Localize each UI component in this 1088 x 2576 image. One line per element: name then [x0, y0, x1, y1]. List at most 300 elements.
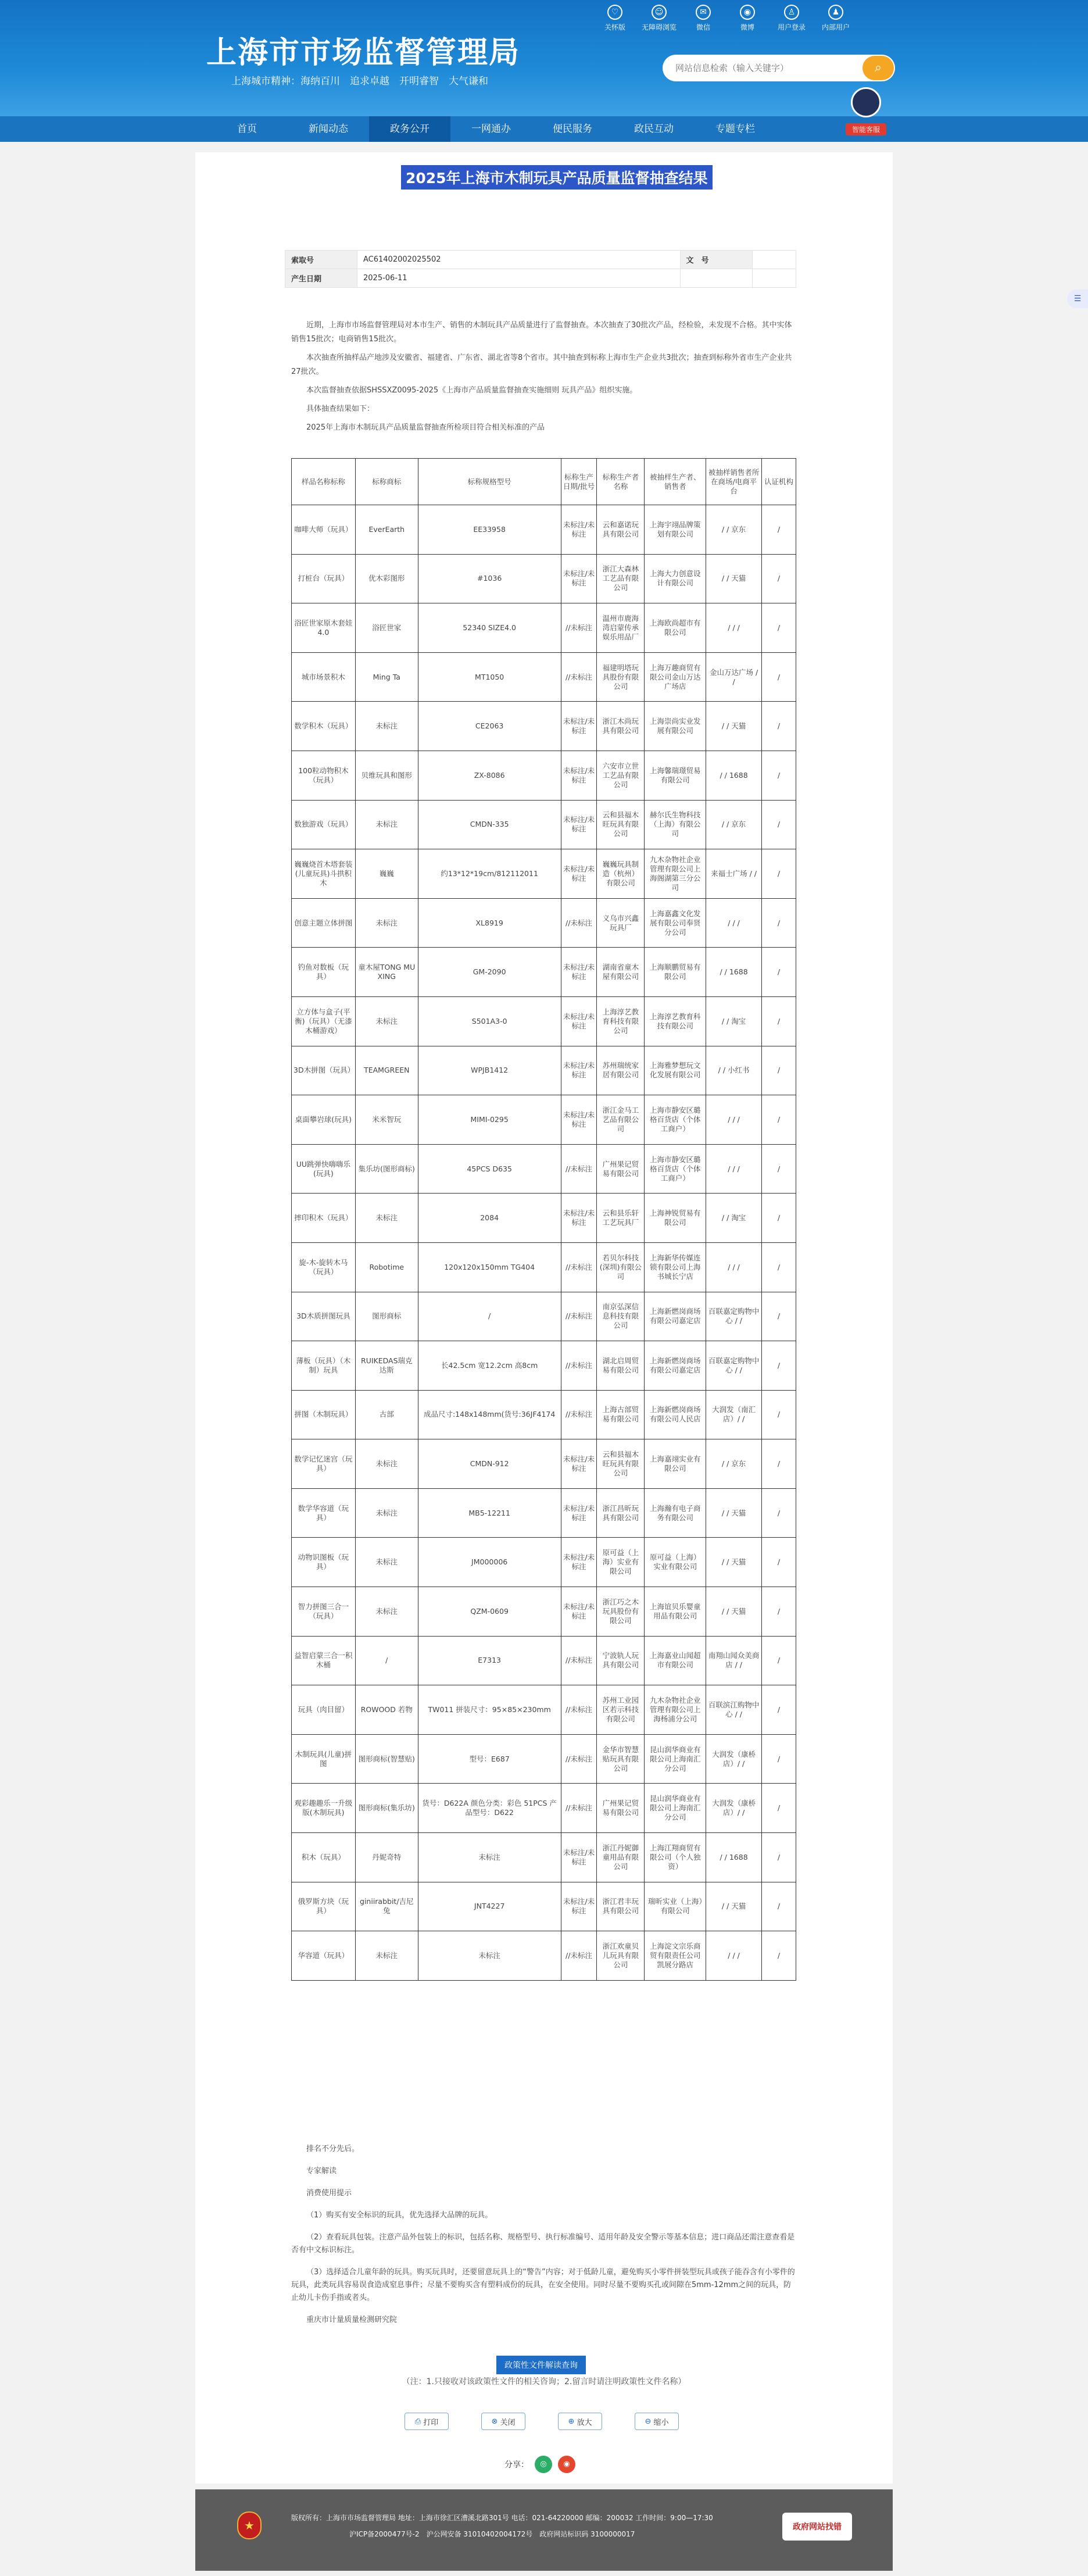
doc-meta-table [285, 250, 796, 288]
paragraph: 专家解读 [306, 2167, 337, 2175]
table-cell: 优木彩图形 [355, 554, 418, 603]
table-cell: 未标注 [355, 800, 418, 849]
table-cell: 九木杂物社企业管理有限公司上海阁湖第三分公司 [645, 849, 706, 899]
table-cell: 南翔山闻众美商店 / / [706, 1636, 762, 1685]
result-table [291, 458, 796, 1981]
table-cell: / / 淘宝 [706, 1194, 762, 1243]
table-cell: TW011 拼装尺寸：95×85×230mm [418, 1685, 561, 1735]
table-header-row [292, 459, 796, 505]
paragraph: 本次监督抽查依据SHSSXZ0095-2025《上海市产品质量监督抽查实施细则 玩具产品》组织实施。 [306, 386, 638, 395]
table-cell: 未标注 [355, 996, 418, 1046]
table-cell: 玩具（肉目留） [292, 1685, 356, 1735]
smart-service-label: 智能客服 [846, 123, 886, 135]
table-cell: / / / [706, 1095, 762, 1145]
table-cell: 大润发（康桥店）/ / [706, 1734, 762, 1784]
table-cell: 上海雅梦想玩文化发展有限公司 [645, 1046, 706, 1095]
toplink-staff[interactable]: ♟ 内部用户 [814, 5, 858, 32]
content-area [195, 152, 893, 2484]
table-row [292, 603, 796, 653]
table-cell: 云和县福木旺玩具有限公司 [597, 1439, 645, 1489]
wenhao-value [752, 251, 796, 269]
index-label: 索取号 [285, 251, 357, 269]
weibo-share-icon[interactable]: ◉ [558, 2456, 575, 2473]
table-cell: 打桩台（玩具） [292, 554, 356, 603]
table-cell: 广州果记贸易有限公司 [597, 1144, 645, 1194]
table-cell: 未标注 [355, 1587, 418, 1637]
table-row [292, 505, 796, 555]
table-cell: 未标注/未标注 [561, 800, 597, 849]
table-row [292, 1538, 796, 1587]
search-button[interactable] [862, 56, 894, 80]
table-cell: 上海淳艺教育科技有限公司 [645, 996, 706, 1046]
table-cell: / / / [706, 603, 762, 653]
table-cell: 未标注/未标注 [561, 751, 597, 800]
table-cell: 上海嘉鑫文化发展有限公司奉贤分公司 [645, 898, 706, 948]
table-cell: //未标注 [561, 1341, 597, 1391]
table-cell: 未标注 [355, 1194, 418, 1243]
table-cell: / [762, 702, 796, 751]
table-cell: 未标注 [355, 898, 418, 948]
table-row [292, 849, 796, 899]
table-cell: 未标注 [355, 1931, 418, 1981]
table-cell: / / 天猫 [706, 1882, 762, 1931]
table-cell: 旋-木-旋转木马（玩具） [292, 1242, 356, 1292]
table-cell: 未标注/未标注 [561, 996, 597, 1046]
table-cell: 浙江君丰玩具有限公司 [597, 1882, 645, 1931]
table-row [292, 898, 796, 948]
table-cell: JM000006 [418, 1538, 561, 1587]
table-cell: UU跳弹快嗨嗨乐(玩具) [292, 1144, 356, 1194]
table-cell: Robotime [355, 1242, 418, 1292]
table-cell: 丹妮奇特 [355, 1833, 418, 1882]
table-cell: / [762, 603, 796, 653]
table-cell: / / 1688 [706, 751, 762, 800]
table-cell: RUIKEDAS瑞克达斯 [355, 1341, 418, 1391]
table-cell: MIMI-0295 [418, 1095, 561, 1145]
table-row [292, 1046, 796, 1095]
table-cell: //未标注 [561, 1931, 597, 1981]
smart-service[interactable] [846, 87, 886, 140]
site-title: 上海市市场监督管理局 [206, 35, 521, 70]
table-cell: 数独游戏（玩具） [292, 800, 356, 849]
table-cell: 长42.5cm 宽12.2cm 高8cm [418, 1341, 561, 1391]
search-icon: ⌕ [874, 60, 882, 75]
table-cell: 未标注/未标注 [561, 1194, 597, 1243]
table-cell: 云和嘉诺玩具有限公司 [597, 505, 645, 555]
nav-online-service[interactable]: 一网通办 [471, 123, 511, 135]
table-row [292, 554, 796, 603]
table-cell: 上海淳艺教育科技有限公司 [597, 996, 645, 1046]
doc-body [291, 319, 797, 440]
table-cell: 华容道（玩具） [292, 1931, 356, 1981]
toplink-wechat[interactable]: ✉ 微信 [681, 5, 725, 32]
table-cell: 巍巍玩具制造（杭州）有限公司 [597, 849, 645, 899]
table-cell: 上海江翔商贸有限公司（个人独资） [645, 1833, 706, 1882]
table-cell: 咖啡大师（玩具） [292, 505, 356, 555]
table-cell: / [762, 1194, 796, 1243]
table-cell: #1036 [418, 554, 561, 603]
table-cell: 浙江木尚玩具有限公司 [597, 702, 645, 751]
table-cell: 上海谊贝乐婴童用品有限公司 [645, 1587, 706, 1637]
table-row [292, 996, 796, 1046]
table-cell: 未标注/未标注 [561, 1882, 597, 1931]
table-cell: 上海嘉业山闻超市有限公司 [645, 1636, 706, 1685]
table-cell: 云和县乐轩工艺玩具厂 [597, 1194, 645, 1243]
table-cell: 木制玩具(儿童)拼图 [292, 1734, 356, 1784]
toplink-care[interactable]: ♡ 关怀版 [593, 5, 637, 32]
table-cell: 巍巍烧首木塔套装(儿童玩具)斗拱积木 [292, 849, 356, 899]
table-row [292, 948, 796, 997]
table-cell: / / 天猫 [706, 702, 762, 751]
table-cell: 上海古部贸易有限公司 [597, 1390, 645, 1439]
toplink-weibo[interactable]: ◉ 微博 [725, 5, 770, 32]
table-cell: 上海新华传媒连锁有限公司上海书城长宁店 [645, 1242, 706, 1292]
table-row [292, 1833, 796, 1882]
table-row [292, 702, 796, 751]
table-cell: / [762, 1341, 796, 1391]
table-cell: 广州果记贸易有限公司 [597, 1784, 645, 1833]
table-cell: 浴匠世家 [355, 603, 418, 653]
table-row [292, 1784, 796, 1833]
table-cell: 六安市立世工艺品有限公司 [597, 751, 645, 800]
nav-public-service[interactable]: 便民服务 [553, 123, 592, 135]
table-cell: //未标注 [561, 1292, 597, 1341]
table-row [292, 652, 796, 702]
policy-query-button[interactable]: 政策性文件解读查询 [496, 2356, 586, 2374]
table-cell: 摔印积木（玩具） [292, 1194, 356, 1243]
table-cell: 未标注 [418, 1833, 561, 1882]
table-row [292, 1390, 796, 1439]
table-header: 标称生产者名称 [597, 459, 645, 505]
table-cell: 温州市鹿海湾启蒙传承娱乐用品厂 [597, 603, 645, 653]
table-cell: / [762, 1784, 796, 1833]
table-cell: / / 京东 [706, 800, 762, 849]
table-cell: 3D木拼图（玩具） [292, 1046, 356, 1095]
table-cell: 上海宇翊品牌策划有限公司 [645, 505, 706, 555]
table-cell: ZX-8086 [418, 751, 561, 800]
table-cell: / [762, 505, 796, 555]
table-cell: 数学华容道（玩具） [292, 1488, 356, 1538]
zoom-in-button[interactable]: ⊕ 放大 [558, 2413, 602, 2430]
table-cell: 上海欧尚超市有限公司 [645, 603, 706, 653]
table-row [292, 1144, 796, 1194]
table-cell: 云和县福木旺玩具有限公司 [597, 800, 645, 849]
zoom-in-icon: ⊕ [568, 2417, 575, 2426]
table-cell: / [762, 751, 796, 800]
zoom-out-button[interactable]: ⊖ 缩小 [635, 2413, 679, 2430]
table-cell: 动物识图板（玩具） [292, 1538, 356, 1587]
table-cell: / [762, 1046, 796, 1095]
print-button[interactable]: ⎙ 打印 [405, 2413, 449, 2430]
table-cell: CE2063 [418, 702, 561, 751]
table-cell: 宁波轨人玩具有限公司 [597, 1636, 645, 1685]
table-row [292, 1734, 796, 1784]
table-row [292, 1488, 796, 1538]
table-cell: ROWOOD 若物 [355, 1685, 418, 1735]
table-cell: 约13*12*19cm/812112011 [418, 849, 561, 899]
table-cell: 未标注 [418, 1931, 561, 1981]
table-header: 标称规格型号 [418, 459, 561, 505]
nav-gov-affairs[interactable]: 政务公开 [369, 116, 450, 142]
table-cell: 来福士广场 / / [706, 849, 762, 899]
table-cell: 45PCS D635 [418, 1144, 561, 1194]
table-cell: / / 天猫 [706, 1538, 762, 1587]
table-row [292, 751, 796, 800]
accessibility-icon: ☺ [652, 5, 667, 20]
table-cell: 上海嘉翊实业有限公司 [645, 1439, 706, 1489]
table-cell: 上海瀚有电子商务有限公司 [645, 1488, 706, 1538]
table-row [292, 1439, 796, 1489]
table-cell: 立方体与盒子(平衡)（玩具）（无漆木桶游戏） [292, 996, 356, 1046]
table-cell: 苏州瑞统家居有限公司 [597, 1046, 645, 1095]
table-cell: / [762, 1833, 796, 1882]
table-cell: 上海大力创意设计有限公司 [645, 554, 706, 603]
share-label: 分享： [504, 2460, 529, 2470]
table-row [292, 1292, 796, 1341]
table-cell: giniirabbit/吉尼兔 [355, 1882, 418, 1931]
table-cell: / / 京东 [706, 1439, 762, 1489]
table-cell: 未标注/未标注 [561, 554, 597, 603]
table-cell: 未标注/未标注 [561, 948, 597, 997]
table-cell: GM-2090 [418, 948, 561, 997]
table-cell: //未标注 [561, 1390, 597, 1439]
table-cell: 未标注 [355, 1439, 418, 1489]
table-header: 标称生产日期/批号 [561, 459, 597, 505]
table-cell: / [762, 1587, 796, 1637]
nav-home[interactable]: 首页 [237, 123, 257, 135]
table-cell: 未标注 [355, 1538, 418, 1587]
table-cell: 苏州工业园区若示科技有限公司 [597, 1685, 645, 1735]
print-icon: ⎙ [414, 2417, 421, 2426]
table-cell: CMDN-912 [418, 1439, 561, 1489]
table-cell: / / / [706, 898, 762, 948]
table-cell: 数学记忆迷宫（玩具） [292, 1439, 356, 1489]
table-cell: / / 天猫 [706, 554, 762, 603]
table-cell: / [762, 1390, 796, 1439]
table-cell: 义乌市兴鑫玩具厂 [597, 898, 645, 948]
table-cell: 九木杂物社企业管理有限公司上海杨浦分公司 [645, 1685, 706, 1735]
date-value: 2025-06-11 [357, 269, 681, 288]
table-cell: Ming Ta [355, 652, 418, 702]
page-tools [405, 2413, 711, 2430]
paragraph: （3）选择适合儿童年龄的玩具。购买玩具时，还要留意玩具上的“警告”内容；对于低龄儿童，避免购买小零件拼装型玩具或孩子能吞含有小零件的玩具，此类玩具容易误食造成窒息事件；尽量不要购买含有塑料成份的玩具，在安全使用。同时尽量不要购买孔或间隙在5mm-12mm之间的玩具，防止幼儿卡伤手指或者头。 [291, 2268, 795, 2302]
table-cell: //未标注 [561, 1784, 597, 1833]
table-cell: / [762, 948, 796, 997]
table-header: 被抽样销售者所在商场/电商平台 [706, 459, 762, 505]
table-cell: 百联滨江购物中心 / / [706, 1685, 762, 1735]
table-cell: / [355, 1636, 418, 1685]
table-cell: 城市场景积木 [292, 652, 356, 702]
table-cell: 上海馨瑞璟贸易有限公司 [645, 751, 706, 800]
table-cell: 120x120x150mm TG404 [418, 1242, 561, 1292]
table-cell: / [762, 800, 796, 849]
table-cell: 湖北启周贸易有限公司 [597, 1341, 645, 1391]
table-cell: 52340 SIZE4.0 [418, 603, 561, 653]
table-cell: 原可益（上海）实业有限公司 [597, 1538, 645, 1587]
page-title: 2025年上海市木制玩具产品质量监督抽查结果 [401, 165, 713, 190]
main-nav [0, 116, 1088, 142]
gov-error-link[interactable]: 政府网站找错 [782, 2513, 852, 2541]
table-row [292, 1587, 796, 1637]
table-header: 被抽样生产者、销售者 [645, 459, 706, 505]
table-cell: 原可益（上海）实业有限公司 [645, 1538, 706, 1587]
table-cell: 上海新燃岗商场有限公司嘉定店 [645, 1341, 706, 1391]
table-cell: //未标注 [561, 603, 597, 653]
table-row [292, 1882, 796, 1931]
staff-icon: ♟ [828, 5, 843, 20]
paragraph: （1）购买有安全标识的玩具，优先选择大品牌的玩具。 [306, 2211, 493, 2220]
table-cell: 福建明塔玩具股份有限公司 [597, 652, 645, 702]
table-cell: //未标注 [561, 1636, 597, 1685]
site-footer [195, 2489, 893, 2571]
toplink-login[interactable]: ♙ 用户登录 [770, 5, 814, 32]
table-cell: 未标注/未标注 [561, 1439, 597, 1489]
table-cell: 创意主题立体拼图 [292, 898, 356, 948]
paragraph: 2025年上海市木制玩具产品质量监督抽查所检项目符合相关标准的产品 [306, 423, 545, 432]
top-links [593, 5, 858, 32]
table-cell: 未标注/未标注 [561, 505, 597, 555]
nav-news[interactable]: 新闻动态 [309, 123, 348, 135]
table-cell: / [762, 1488, 796, 1538]
table-cell: 集乐坊(图形商标) [355, 1144, 418, 1194]
paragraph: 本次抽查所抽样品产地涉及安徽省、福建省、广东省、湖北省等8个省市。其中抽查到标称上海市生产企业共3批次；抽查到标称外省市生产企业共27批次。 [291, 353, 792, 376]
footer-copyright: 版权所有：上海市市场监督管理局 地址：上海市徐汇区漕溪北路301号 电话：021-64220000 邮编：200032 工作时间：9:00—17:30 [291, 2514, 713, 2522]
close-icon: ⊗ [491, 2417, 498, 2426]
table-cell: 若贝尔科技(深圳)有限公司 [597, 1242, 645, 1292]
table-row [292, 1194, 796, 1243]
user-icon: ♙ [784, 5, 799, 20]
table-cell: 图形商标(集乐坊) [355, 1784, 418, 1833]
table-cell: / / 1688 [706, 1833, 762, 1882]
table-cell: / / 淘宝 [706, 996, 762, 1046]
table-cell: 未标注 [355, 702, 418, 751]
table-header: 样品名称标称 [292, 459, 356, 505]
doc-after [291, 2143, 797, 2336]
table-cell: 货号：D622A 颜色分类：彩色 51PCS 产品型号：D622 [418, 1784, 561, 1833]
table-cell: //未标注 [561, 898, 597, 948]
table-cell: 钓鱼对数板（玩具） [292, 948, 356, 997]
table-cell: E7313 [418, 1636, 561, 1685]
table-cell: EverEarth [355, 505, 418, 555]
table-cell: EE33958 [418, 505, 561, 555]
table-body [292, 505, 796, 1981]
table-cell: 浙江大森林工艺品有限公司 [597, 554, 645, 603]
close-button[interactable]: ⊗ 关闭 [481, 2413, 525, 2430]
table-cell: XL8919 [418, 898, 561, 948]
table-cell: 昆山润华商业有限公司上海南汇分公司 [645, 1734, 706, 1784]
nav-interaction[interactable]: 政民互动 [634, 123, 674, 135]
table-cell: 数学积木（玩具） [292, 702, 356, 751]
date-label: 产生日期 [285, 269, 357, 288]
table-cell: CMDN-335 [418, 800, 561, 849]
table-cell: 未标注/未标注 [561, 1488, 597, 1538]
table-cell: WPJB1412 [418, 1046, 561, 1095]
weibo-icon: ◉ [740, 5, 755, 20]
table-cell: 上海万趣商贸有限公司金山万达广场店 [645, 652, 706, 702]
table-cell: / / / [706, 1144, 762, 1194]
table-cell: 3D木质拼图玩具 [292, 1292, 356, 1341]
emblem-icon: ★ [237, 2511, 262, 2539]
table-cell: 桌面攀岩球(玩具) [292, 1095, 356, 1145]
site-spirit: 上海城市精神：海纳百川 追求卓越 开明睿智 大气谦和 [231, 76, 488, 87]
side-float-icon[interactable]: ☰ [1067, 290, 1088, 308]
footer-icp: 沪ICP备2000477号-2 沪公网安备 31010402004172号 政府网站标识码 3100000017 [349, 2530, 635, 2538]
table-cell: / [762, 1882, 796, 1931]
table-cell: / [762, 849, 796, 899]
table-cell: 瑞昕实业（上海）有限公司 [645, 1882, 706, 1931]
table-cell: 百联嘉定购物中心 / / [706, 1292, 762, 1341]
table-row [292, 1341, 796, 1391]
table-cell: //未标注 [561, 1685, 597, 1735]
table-cell: / [762, 1734, 796, 1784]
table-cell: 上海市静安区璐格百货店（个体工商户） [645, 1095, 706, 1145]
table-cell: 浙江丹妮御童用品有限公司 [597, 1833, 645, 1882]
table-cell: / [762, 1242, 796, 1292]
table-cell: TEAMGREEN [355, 1046, 418, 1095]
table-cell: 图形商标(智慧贴) [355, 1734, 418, 1784]
table-cell: 拼图（木制玩具） [292, 1390, 356, 1439]
table-cell: 上海崇尚实业发展有限公司 [645, 702, 706, 751]
table-cell: 上海市静安区璐格百货店（个体工商户） [645, 1144, 706, 1194]
table-cell: / / 京东 [706, 505, 762, 555]
table-cell: 未标注/未标注 [561, 702, 597, 751]
toplink-accessibility[interactable]: ☺ 无障碍浏览 [637, 5, 681, 32]
table-cell: 观彩趣趣乐一升级版(木制玩具) [292, 1784, 356, 1833]
table-row [292, 1636, 796, 1685]
search-input[interactable] [663, 55, 854, 81]
table-cell: 百联嘉定购物中心 / / [706, 1341, 762, 1391]
table-cell: / [762, 554, 796, 603]
table-cell: / [762, 1931, 796, 1981]
wechat-share-icon[interactable]: ◎ [535, 2456, 552, 2473]
table-cell: 未标注/未标注 [561, 1587, 597, 1637]
table-row [292, 1931, 796, 1981]
policy-note: （注：1.只接收对该政策性文件的相关咨询；2.留言时请注明政策性文件名称） [402, 2377, 686, 2386]
table-cell: / / 小红书 [706, 1046, 762, 1095]
table-cell: 浙江金马工艺品有限公司 [597, 1095, 645, 1145]
table-cell: MB5-12211 [418, 1488, 561, 1538]
table-cell: 益智启蒙三合一积木桶 [292, 1636, 356, 1685]
zoom-out-icon: ⊖ [645, 2417, 652, 2426]
share-bar [504, 2456, 575, 2473]
table-cell: 智力拼图三合一（玩具） [292, 1587, 356, 1637]
paragraph: 近期，上海市市场监督管理局对本市生产、销售的木制玩具产品质量进行了监督抽查。本次抽查了30批次产品，经检验，未发现不合格。其中实体销售15批次；电商销售15批次。 [291, 321, 792, 344]
mascot-icon [851, 87, 881, 117]
table-cell: / [762, 996, 796, 1046]
paragraph: 消费使用提示 [306, 2189, 352, 2198]
table-cell: / / / [706, 1242, 762, 1292]
table-cell: //未标注 [561, 1734, 597, 1784]
table-cell: 未标注/未标注 [561, 1833, 597, 1882]
table-cell: 金山万达广场 / / [706, 652, 762, 702]
table-cell: / / 天猫 [706, 1488, 762, 1538]
table-cell: 2084 [418, 1194, 561, 1243]
paragraph: 重庆市计量质量检测研究院 [306, 2316, 398, 2324]
table-cell: //未标注 [561, 1144, 597, 1194]
table-cell: / / 1688 [706, 948, 762, 997]
table-cell: 贝维玩具和图形 [355, 751, 418, 800]
table-cell: / [762, 1685, 796, 1735]
table-cell: 上海神锐贸易有限公司 [645, 1194, 706, 1243]
table-cell: / [762, 1095, 796, 1145]
paragraph: 排名不分先后。 [306, 2145, 360, 2153]
table-row [292, 1685, 796, 1735]
table-cell: / [762, 1292, 796, 1341]
table-cell: MT1050 [418, 652, 561, 702]
table-cell: 南京弘深信息科技有限公司 [597, 1292, 645, 1341]
table-cell: 上海新燃岗商场有限公司人民店 [645, 1390, 706, 1439]
nav-special[interactable]: 专题专栏 [715, 123, 755, 135]
